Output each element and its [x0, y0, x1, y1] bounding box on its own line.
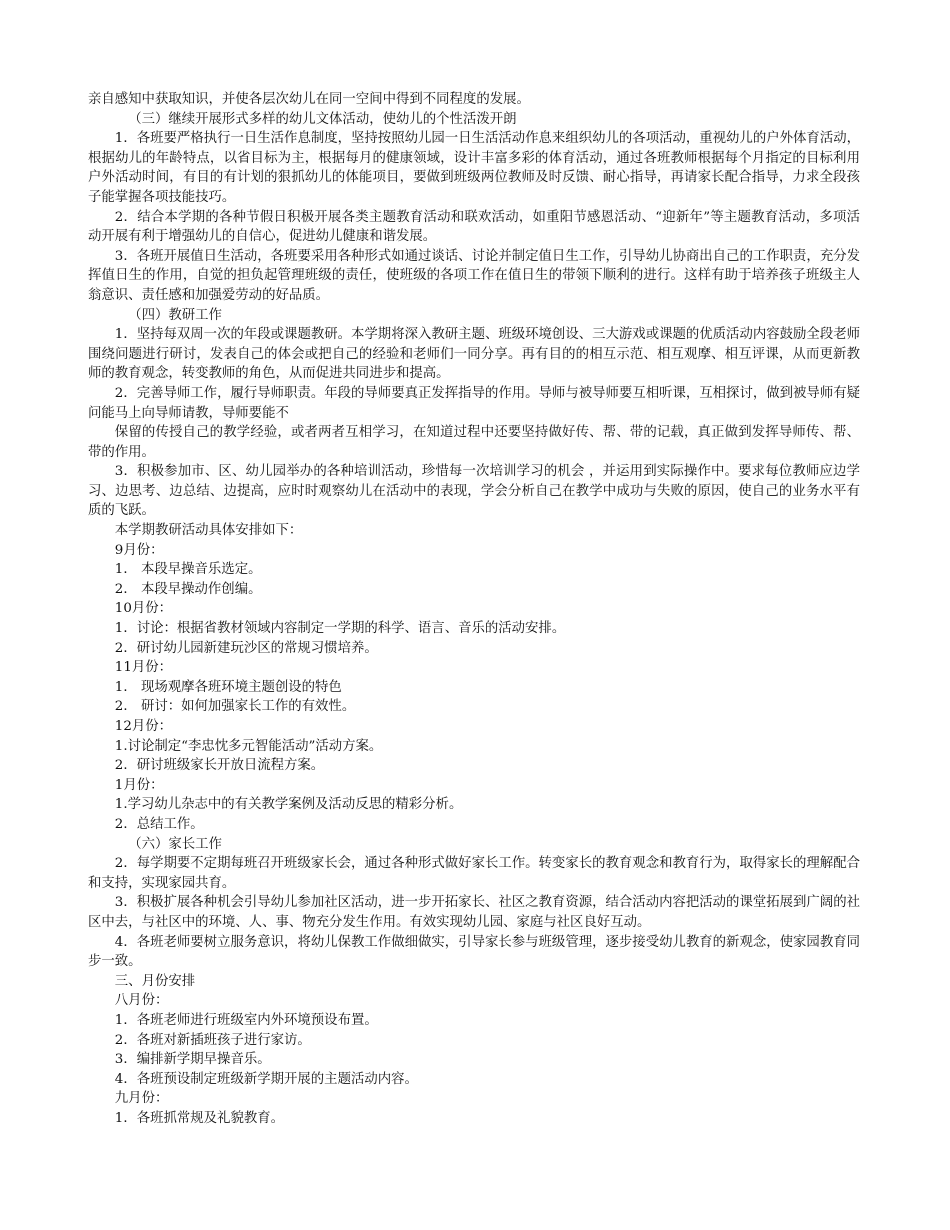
paragraph: 亲自感知中获取知识，并使各层次幼儿在同一空间中得到不同程度的发展。 — [88, 92, 530, 107]
paragraph: 2．总结工作。 — [114, 816, 204, 832]
paragraph: 1． 现场观摩各班环境主题创设的特色 — [114, 679, 342, 695]
paragraph: 2．完善导师工作，履行导师职责。年段的导师要真正发挥指导的作用。导师与被导师要互相听课，互相探讨，做到被导师有疑问能马上向导师请教，导师要能不 — [88, 385, 860, 421]
paragraph: 3．编排新学期早操音乐。 — [114, 1052, 271, 1068]
paragraph: 八月份： — [114, 993, 169, 1009]
paragraph: 1月份： — [114, 777, 164, 793]
paragraph: 10月份： — [114, 601, 173, 617]
paragraph: （六）家长工作 — [128, 836, 222, 852]
paragraph: 三、月份安排 — [114, 973, 196, 989]
paragraph: 3．积极扩展各种机会引导幼儿参加社区活动，进一步开拓家长、社区之教育资源，结合活动内容把活动的课堂拓展到广阔的社区中去，与社区中的环境、人、事、物充分发生作用。有效实现幼儿园、家庭与社区良好互动。 — [88, 895, 860, 930]
paragraph: 4．各班老师要树立服务意识，将幼儿保教工作做细做实，引导家长参与班级管理，逐步接受幼儿教育的新观念，使家园教育同步一致。 — [88, 934, 860, 970]
paragraph: 1．各班要严格执行一日生活作息制度，坚持按照幼儿园一日生活活动作息来组织幼儿的各项活动，重视幼儿的户外体育活动，根据幼儿的年龄特点，以省目标为主，根据每月的健康领域，设计丰富多彩的体育活动，通过各班教师根据每个月指定的目标利用户外活动时间，有目的有计划的狠抓幼儿的体能项目，要做到班级两位教师及时反馈、耐心指导，再请家长配合指导，力求全段孩子能掌握各项技能技巧。 — [88, 131, 860, 205]
paragraph: 1．讨论：根据省教材领域内容制定一学期的科学、语言、音乐的活动安排。 — [114, 621, 566, 637]
paragraph: 1．坚持每双周一次的年段或课题教研。本学期将深入教研主题、班级环境创设、三大游戏或课题的优质活动内容鼓励全段老师围绕问题进行研讨，发表自己的体会或把自己的经验和老师们一同分享。再有目的的相互示范、相互观摩、相互评课，从而更新教师的教育观念，转变教师的角色，从而促进共同进步和提高。 — [88, 327, 860, 382]
paragraph: 保留的传授自己的教学经验，或者两者互相学习，在知道过程中还要坚持做好传、帮、带的记载，真正做到发挥导师传、帮、带的作用。 — [88, 425, 860, 460]
paragraph: （三）继续开展形式多样的幼儿文体活动，使幼儿的个性活泼开朗 — [128, 111, 517, 127]
paragraph: 2．研讨班级家长开放日流程方案。 — [114, 758, 325, 774]
paragraph: 1．各班老师进行班级室内外环境预设布置。 — [114, 1012, 378, 1028]
paragraph: 2． 本段早操动作创编。 — [114, 581, 262, 597]
paragraph: 12月份： — [114, 719, 173, 734]
paragraph: 1.讨论制定“李忠忱多元智能活动”活动方案。 — [114, 738, 383, 754]
paragraph: 3．积极参加市、区、幼儿园举办的各种培训活动，珍惜每一次培训学习的机会 ，并运用到实际操作中。要求每位教师应边学习、边思考、边总结、边提高，应时时观察幼儿在活动中的表现，学会分析自己在教学中成功与失败的原因，使自己的业务水平有质的飞跃。 — [88, 464, 860, 519]
paragraph: 1． 本段早操音乐选定。 — [114, 562, 262, 578]
paragraph: 2．研讨幼儿园新建玩沙区的常规习惯培养。 — [114, 640, 378, 656]
paragraph: 2．每学期要不定期每班召开班级家长会，通过各种形式做好家长工作。转变家长的教育观念和教育行为，取得家长的理解配合和支持，实现家园共育。 — [88, 856, 860, 891]
paragraph: 本学期教研活动具体安排如下： — [114, 523, 303, 539]
paragraph: 4．各班预设制定班级新学期开展的主题活动内容。 — [114, 1071, 418, 1087]
paragraph: 1.学习幼儿杂志中的有关教学案例及活动反思的精彩分析。 — [114, 797, 463, 813]
paragraph: （四）教研工作 — [128, 307, 222, 323]
paragraph: 2．各班对新插班孩子进行家访。 — [114, 1032, 311, 1048]
paragraph: 1．各班抓常规及礼貌教育。 — [114, 1110, 285, 1126]
paragraph: 9月份： — [114, 542, 164, 558]
document-page — [88, 90, 860, 1128]
paragraph: 2． 研讨：如何加强家长工作的有效性。 — [114, 699, 356, 715]
paragraph: 九月份： — [114, 1091, 169, 1107]
paragraph: 3．各班开展值日生活动，各班要采用各种形式如通过谈话、讨论并制定值日生工作，引导幼儿协商出自己的工作职责，充分发挥值日生的作用，自觉的担负起管理班级的责任，使班级的各项工作在值日生的带领下顺利的进行。这样有助于培养孩子班级主人翁意识、责任感和加强爱劳动的好品质。 — [88, 248, 860, 303]
paragraph: 11月份： — [114, 660, 173, 676]
paragraph: 2．结合本学期的各种节假日积极开展各类主题教育活动和联欢活动，如重阳节感恩活动、“迎新年”等主题教育活动，多项活动开展有利于增强幼儿的自信心，促进幼儿健康和谐发展。 — [88, 209, 860, 245]
